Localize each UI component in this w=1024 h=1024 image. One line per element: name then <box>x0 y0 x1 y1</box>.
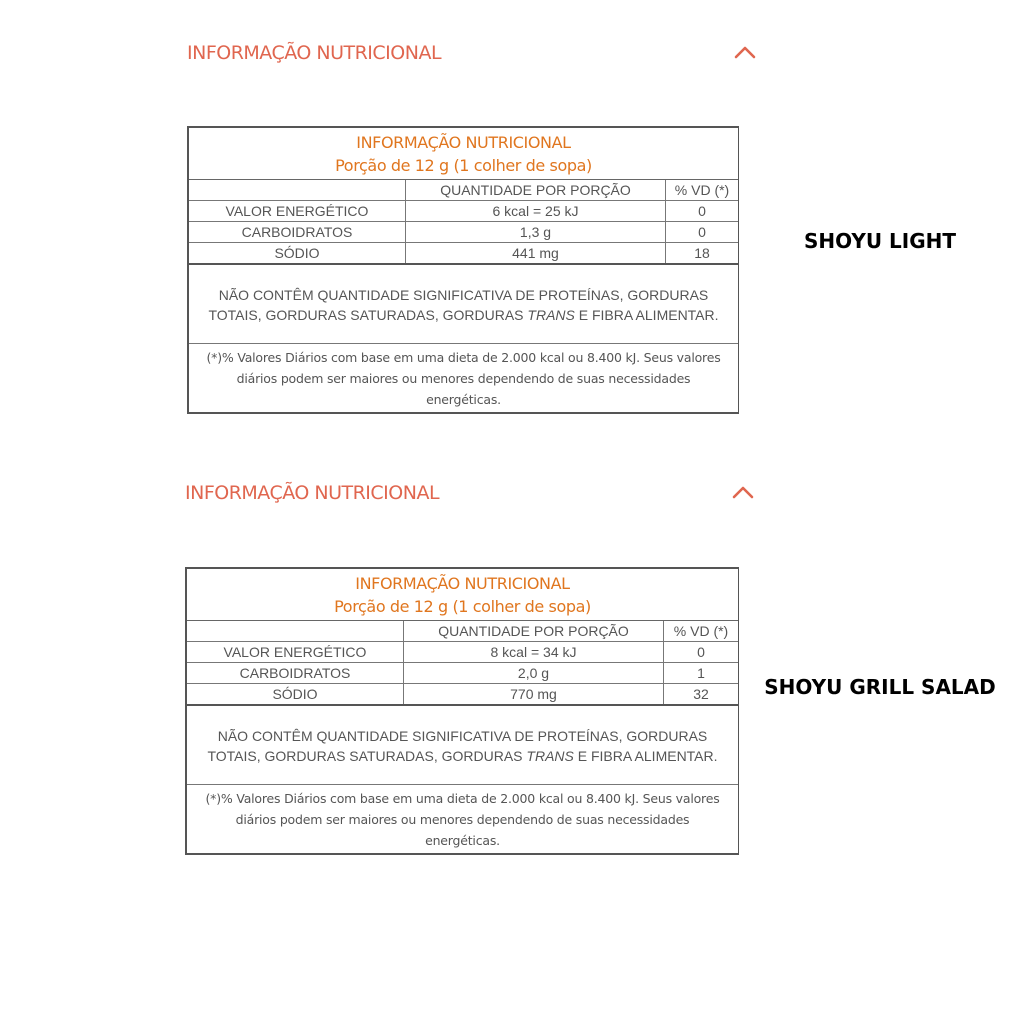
notice-italic: TRANS <box>527 307 575 323</box>
nutrition-grid <box>187 621 738 706</box>
nutrient-dv: 0 <box>666 222 739 243</box>
table-row <box>187 684 738 706</box>
column-header <box>187 621 404 642</box>
nutrient-dv: 0 <box>664 642 739 663</box>
footnote: (*)% Valores Diários com base em uma dieta de 2.000 kcal ou 8.400 kJ. Seus valores diários podem ser maiores ou menores dependendo de suas necessidades energéticas. <box>206 350 721 407</box>
column-header: % VD (*) <box>666 180 739 201</box>
notice-text <box>189 265 738 344</box>
nutrient-dv: 0 <box>666 201 739 222</box>
nutrient-amount: 2,0 g <box>404 663 664 684</box>
nutrition-table-1 <box>187 126 739 414</box>
nutrient-name: CARBOIDRATOS <box>187 663 404 684</box>
notice-part: NÃO CONTÊM QUANTIDADE SIGNIFICATIVA DE PROTEÍNAS, GORDURAS TOTAIS, GORDURAS SATURADAS, GORDURAS <box>207 728 708 764</box>
accordion-header-2[interactable] <box>185 478 755 508</box>
nutrient-amount: 770 mg <box>404 684 664 706</box>
notice-part: NÃO CONTÊM QUANTIDADE SIGNIFICATIVA DE PROTEÍNAS, GORDURAS TOTAIS, GORDURAS SATURADAS, GORDURAS <box>208 287 709 323</box>
notice-part: E FIBRA ALIMENTAR. <box>573 748 718 764</box>
nutrient-name: VALOR ENERGÉTICO <box>189 201 406 222</box>
accordion-title: INFORMAÇÃO NUTRICIONAL <box>187 42 442 64</box>
nutrient-name: SÓDIO <box>187 684 404 706</box>
nutrient-dv: 18 <box>666 243 739 265</box>
nutrient-name: SÓDIO <box>189 243 406 265</box>
nutrient-amount: 8 kcal = 34 kJ <box>404 642 664 663</box>
product-name: SHOYU LIGHT <box>803 229 957 253</box>
column-header: QUANTIDADE POR PORÇÃO <box>404 621 664 642</box>
table-header-row <box>187 621 738 642</box>
product-name: SHOYU GRILL SALAD <box>764 675 996 699</box>
nutrition-grid <box>189 180 738 265</box>
table-row <box>187 642 738 663</box>
notice-part: E FIBRA ALIMENTAR. <box>574 307 719 323</box>
nutrient-amount: 1,3 g <box>406 222 666 243</box>
nutrient-amount: 6 kcal = 25 kJ <box>406 201 666 222</box>
portion-label: Porção de 12 g (1 colher de sopa) <box>334 597 591 616</box>
nutrient-name: CARBOIDRATOS <box>189 222 406 243</box>
table-header-row <box>189 180 738 201</box>
portion-label: Porção de 12 g (1 colher de sopa) <box>335 156 592 175</box>
chevron-up-icon[interactable] <box>733 41 757 65</box>
table-title: INFORMAÇÃO NUTRICIONAL <box>355 574 570 593</box>
table-header <box>187 569 738 621</box>
table-row <box>189 201 738 222</box>
nutrition-table-2 <box>185 567 739 855</box>
table-title: INFORMAÇÃO NUTRICIONAL <box>356 133 571 152</box>
notice-text <box>187 706 738 785</box>
nutrient-dv: 1 <box>664 663 739 684</box>
column-header <box>189 180 406 201</box>
table-row <box>189 222 738 243</box>
nutrient-name: VALOR ENERGÉTICO <box>187 642 404 663</box>
chevron-up-icon[interactable] <box>731 481 755 505</box>
nutrient-amount: 441 mg <box>406 243 666 265</box>
footnote: (*)% Valores Diários com base em uma dieta de 2.000 kcal ou 8.400 kJ. Seus valores diários podem ser maiores ou menores dependendo de suas necessidades energéticas. <box>205 791 720 848</box>
accordion-header-1[interactable] <box>187 38 757 68</box>
nutrient-dv: 32 <box>664 684 739 706</box>
accordion-title: INFORMAÇÃO NUTRICIONAL <box>185 482 440 504</box>
table-header <box>189 128 738 180</box>
table-row <box>189 243 738 265</box>
table-row <box>187 663 738 684</box>
column-header: % VD (*) <box>664 621 739 642</box>
notice-italic: TRANS <box>526 748 574 764</box>
column-header: QUANTIDADE POR PORÇÃO <box>406 180 666 201</box>
